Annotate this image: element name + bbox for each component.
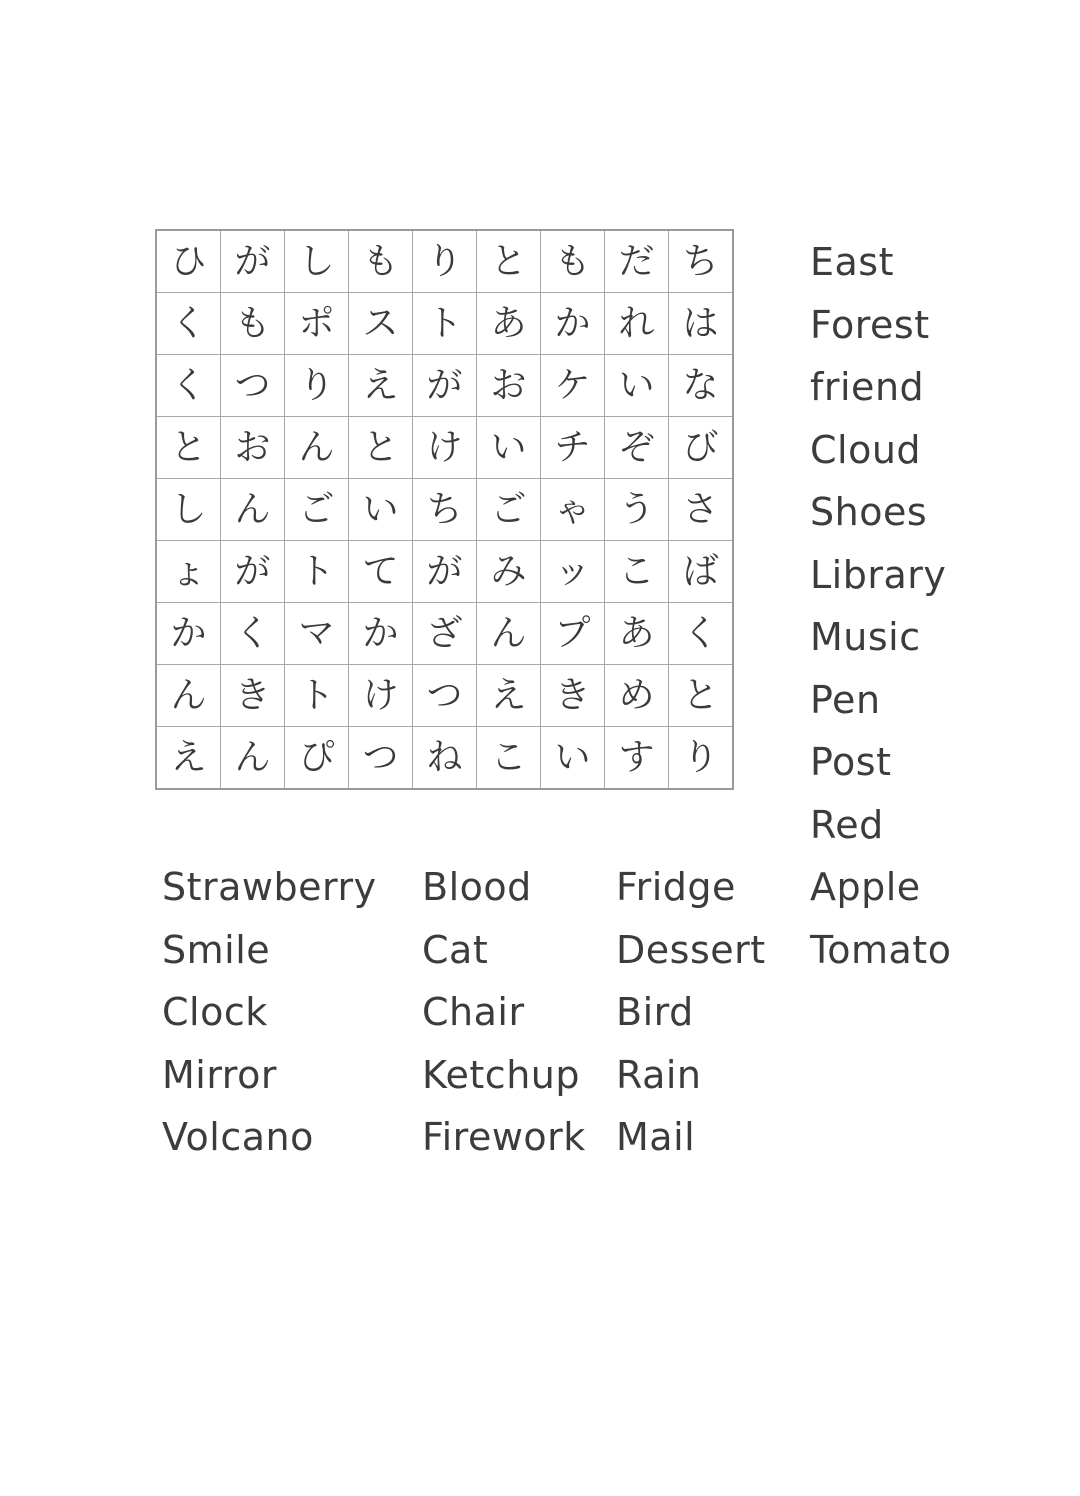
grid-cell: も [349, 230, 413, 293]
grid-cell: と [156, 417, 221, 479]
grid-cell: ご [477, 479, 541, 541]
grid-cell: く [669, 603, 734, 665]
grid-cell: か [349, 603, 413, 665]
word-list-item: Music [810, 615, 921, 659]
grid-cell: と [669, 665, 734, 727]
grid-row [156, 230, 733, 293]
word-list-item: Apple [810, 865, 921, 909]
word-list-item: Post [810, 740, 892, 784]
grid-cell: け [413, 417, 477, 479]
grid-row [156, 293, 733, 355]
grid-cell: ポ [285, 293, 349, 355]
grid-cell: ん [477, 603, 541, 665]
grid-cell: ぞ [605, 417, 669, 479]
word-list-item: Library [810, 552, 947, 597]
grid-cell: あ [477, 293, 541, 355]
word-list-item: Tomato [810, 927, 952, 972]
grid-cell: ひ [156, 230, 221, 293]
grid-cell: ん [221, 479, 285, 541]
grid-cell: さ [669, 479, 734, 541]
grid-cell: が [413, 541, 477, 603]
grid-cell: プ [541, 603, 605, 665]
grid-cell: り [413, 230, 477, 293]
grid-cell: び [669, 417, 734, 479]
grid-cell: か [541, 293, 605, 355]
word-list-item: friend [810, 365, 925, 409]
word-list-item: Dessert [616, 927, 766, 972]
grid-cell: り [285, 355, 349, 417]
grid-cell: つ [413, 665, 477, 727]
grid-cell: い [477, 417, 541, 479]
word-list-item: Smile [162, 927, 271, 972]
grid-cell: ぴ [285, 727, 349, 790]
word-list-item: Strawberry [162, 865, 377, 909]
grid-cell: き [221, 665, 285, 727]
grid-cell: チ [541, 417, 605, 479]
word-list-right-column [810, 231, 951, 981]
grid-cell: え [349, 355, 413, 417]
word-list-bottom-column-1 [162, 856, 377, 1169]
word-list-item: Bird [616, 990, 694, 1034]
grid-cell: と [349, 417, 413, 479]
word-list-item: Rain [616, 1052, 702, 1097]
grid-cell: な [669, 355, 734, 417]
grid-cell: が [413, 355, 477, 417]
grid-cell: も [541, 230, 605, 293]
grid-cell: あ [605, 603, 669, 665]
grid-cell: ん [156, 665, 221, 727]
grid-cell: こ [605, 541, 669, 603]
grid-cell: い [541, 727, 605, 790]
grid-cell: だ [605, 230, 669, 293]
word-list-item: Blood [422, 865, 532, 909]
grid-cell: み [477, 541, 541, 603]
grid-cell: い [605, 355, 669, 417]
grid-cell: れ [605, 293, 669, 355]
word-list-item: Mail [616, 1115, 696, 1159]
grid-cell: し [285, 230, 349, 293]
grid-cell: ご [285, 479, 349, 541]
grid-cell: ち [669, 230, 734, 293]
grid-cell: ょ [156, 541, 221, 603]
grid-row [156, 479, 733, 541]
grid-cell: め [605, 665, 669, 727]
grid-cell: し [156, 479, 221, 541]
word-list-item: Ketchup [422, 1052, 580, 1097]
grid-cell: ト [285, 665, 349, 727]
word-list-item: Cat [422, 927, 489, 972]
grid-cell: お [221, 417, 285, 479]
grid-cell: き [541, 665, 605, 727]
grid-cell: ん [221, 727, 285, 790]
grid-cell: マ [285, 603, 349, 665]
word-list-item: Cloud [810, 427, 922, 472]
grid-cell: つ [221, 355, 285, 417]
grid-cell: お [477, 355, 541, 417]
grid-cell: て [349, 541, 413, 603]
word-list-bottom-column-3 [616, 856, 766, 1169]
grid-cell: け [349, 665, 413, 727]
grid-cell: く [221, 603, 285, 665]
word-list-item: Red [810, 802, 884, 847]
grid-cell: ざ [413, 603, 477, 665]
grid-cell: ッ [541, 541, 605, 603]
grid-cell: ト [285, 541, 349, 603]
word-list-item: Pen [810, 677, 881, 722]
grid-row [156, 417, 733, 479]
grid-cell: す [605, 727, 669, 790]
grid-cell: ば [669, 541, 734, 603]
grid-row [156, 541, 733, 603]
grid-cell: つ [349, 727, 413, 790]
grid-cell: か [156, 603, 221, 665]
grid-cell: ゃ [541, 479, 605, 541]
grid-cell: い [349, 479, 413, 541]
grid-cell: も [221, 293, 285, 355]
grid-cell: う [605, 479, 669, 541]
word-search-grid [155, 229, 734, 790]
grid-cell: と [477, 230, 541, 293]
grid-cell: が [221, 541, 285, 603]
grid-cell: こ [477, 727, 541, 790]
grid-row [156, 355, 733, 417]
grid-cell: ス [349, 293, 413, 355]
word-list-item: Fridge [616, 865, 736, 909]
word-list-item: Firework [422, 1115, 586, 1159]
grid-cell: く [156, 355, 221, 417]
grid-cell: ト [413, 293, 477, 355]
grid-cell: え [477, 665, 541, 727]
word-list-item: East [810, 240, 894, 284]
grid-cell: く [156, 293, 221, 355]
word-list-bottom-column-2 [422, 856, 586, 1169]
word-list-item: Shoes [810, 490, 928, 534]
grid-cell: り [669, 727, 734, 790]
word-list-item: Chair [422, 990, 525, 1034]
word-list-item: Clock [162, 990, 268, 1034]
grid-row [156, 665, 733, 727]
word-list-item: Volcano [162, 1115, 314, 1159]
grid-cell: ケ [541, 355, 605, 417]
word-list-item: Forest [810, 302, 930, 347]
grid-cell: ち [413, 479, 477, 541]
grid-cell: は [669, 293, 734, 355]
grid-row [156, 727, 733, 790]
grid-cell: ね [413, 727, 477, 790]
grid-cell: え [156, 727, 221, 790]
grid-cell: ん [285, 417, 349, 479]
word-list-item: Mirror [162, 1052, 277, 1097]
grid-row [156, 603, 733, 665]
grid-cell: が [221, 230, 285, 293]
